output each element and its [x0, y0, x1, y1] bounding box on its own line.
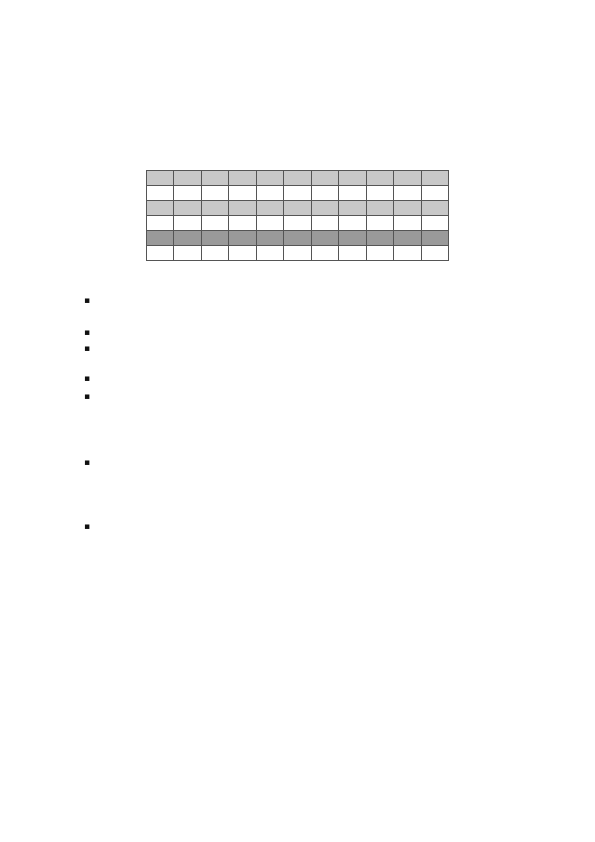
table-cell	[284, 246, 311, 261]
table-cell	[339, 171, 366, 186]
table-cell	[366, 171, 393, 186]
table-cell	[229, 216, 256, 231]
table-cell	[174, 171, 201, 186]
table-cell	[366, 201, 393, 216]
table-cell	[284, 216, 311, 231]
section-1-line	[84, 296, 90, 306]
table-cell	[421, 171, 448, 186]
table-cell	[201, 186, 228, 201]
table-cell	[339, 231, 366, 246]
table-cell	[147, 186, 174, 201]
table-cell	[256, 246, 283, 261]
table-cell	[147, 231, 174, 246]
table-cell	[311, 201, 338, 216]
table-row	[147, 201, 449, 216]
table-row	[147, 171, 449, 186]
table-cell	[174, 231, 201, 246]
table-cell	[229, 171, 256, 186]
table-cell	[147, 171, 174, 186]
table-cell	[311, 186, 338, 201]
table-cell	[421, 246, 448, 261]
table-cell	[201, 246, 228, 261]
section-1-line	[84, 392, 90, 402]
table-cell	[201, 231, 228, 246]
table-cell	[256, 216, 283, 231]
table-cell	[229, 186, 256, 201]
table-cell	[421, 201, 448, 216]
section-2-line	[84, 458, 90, 468]
section-1-line	[84, 374, 90, 384]
table-cell	[394, 231, 421, 246]
table-cell	[229, 246, 256, 261]
table-cell	[256, 231, 283, 246]
table-cell	[394, 246, 421, 261]
table-cell	[174, 186, 201, 201]
table-cell	[311, 231, 338, 246]
table-cell	[229, 201, 256, 216]
table-cell	[256, 186, 283, 201]
table-cell	[366, 186, 393, 201]
table-cell	[339, 186, 366, 201]
section-3-line	[84, 522, 90, 532]
table-cell	[174, 246, 201, 261]
data-table	[146, 170, 449, 261]
table-cell	[366, 246, 393, 261]
table-cell	[147, 246, 174, 261]
table-cell	[394, 201, 421, 216]
table-row	[147, 246, 449, 261]
table-cell	[339, 216, 366, 231]
table-cell	[147, 216, 174, 231]
table-cell	[394, 186, 421, 201]
table-cell	[421, 231, 448, 246]
table-cell	[339, 201, 366, 216]
table-cell	[174, 201, 201, 216]
table-cell	[174, 216, 201, 231]
table-cell	[366, 216, 393, 231]
table-cell	[421, 186, 448, 201]
table-cell	[421, 216, 448, 231]
table-cell	[201, 216, 228, 231]
section-1-line	[84, 328, 90, 338]
table-cell	[284, 231, 311, 246]
table-cell	[256, 171, 283, 186]
table-row	[147, 216, 449, 231]
section-1-line	[84, 344, 90, 354]
table-cell	[394, 216, 421, 231]
table-cell	[256, 201, 283, 216]
table-row	[147, 231, 449, 246]
table-cell	[366, 231, 393, 246]
table-cell	[201, 201, 228, 216]
table-cell	[311, 216, 338, 231]
table-cell	[311, 171, 338, 186]
table-cell	[201, 171, 228, 186]
table-cell	[284, 186, 311, 201]
table-cell	[229, 231, 256, 246]
table-cell	[339, 246, 366, 261]
table-cell	[147, 201, 174, 216]
table-cell	[311, 246, 338, 261]
table-row	[147, 186, 449, 201]
table-cell	[284, 171, 311, 186]
table-cell	[394, 171, 421, 186]
table-cell	[284, 201, 311, 216]
